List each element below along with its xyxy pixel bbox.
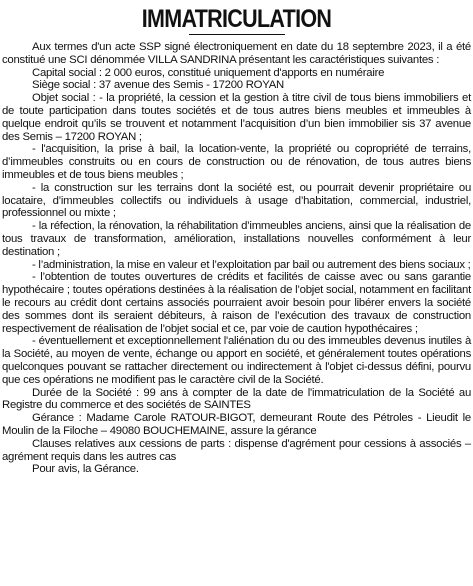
paragraph-capital: Capital social : 2 000 euros, constitué uniquement d'apports en numéraire xyxy=(32,66,385,79)
paragraph-purpose-construction: - la construction sur les terrains dont la société est, ou pourrait devenir propriétaire ou locataire, d’immeubles collectifs ou individuels à usage d’habitation, commercial, industriel, professionnel ou mixte ; xyxy=(2,181,471,220)
paragraph-intro: Aux termes d'un acte SSP signé électroniquement en date du 18 septembre 2023, il a été constitué une SCI dénommée VILLA SANDRINA présentant les caractéristiques suivantes : xyxy=(2,41,471,66)
title-underline xyxy=(189,34,285,35)
legal-notice xyxy=(2,0,471,476)
paragraph-signature: Pour avis, la Gérance. xyxy=(32,463,139,476)
paragraph-share-transfer: Clauses relatives aux cessions de parts : dispense d'agrément pour cessions à associés – agrément requis dans les autres cas xyxy=(2,437,471,463)
notice-title: IMMATRICULATION xyxy=(141,5,332,33)
paragraph-purpose-alienation: - éventuellement et exceptionnellement l'aliénation du ou des immeubles devenus inutiles à la Société, au moyen de vente, échange ou apport en société, et généralement toutes opérations quelconques pouvant se rattacher directement ou indirectement à l'objet ci-dessus défini, pourvu que ces opérations ne modifient pas le caractère civil de la Société. xyxy=(2,335,471,386)
paragraph-duration: Durée de la Société : 99 ans à compter de la date de l'immatriculation de la Société au Registre du commerce et des sociétés de SAINTES xyxy=(2,386,471,412)
paragraph-purpose-credit: - l’obtention de toutes ouvertures de crédits et facilités de caisse avec ou sans garantie hypothécaire ; toutes opérations destinées à la réalisation de l’objet social, notamment en facilitant le recours au crédit dont certains associés pourraient avoir besoin pour libérer envers la société des sommes dont ils seraient débiteurs, à raison de l’exécution des travaux de construction respectivement de réalisation de l’objet social et ce, par voie de caution hypothécaires ; xyxy=(2,271,471,335)
paragraph-head-office: Siège social : 37 avenue des Semis - 17200 ROYAN xyxy=(32,79,284,92)
notice-body xyxy=(2,41,471,476)
paragraph-purpose-acquisition: - l'acquisition, la prise à bail, la location-vente, la propriété ou copropriété de terrains, d’immeubles construits ou en cours de construction ou de rénovation, de tous autres biens immeubles et de tous biens meubles ; xyxy=(2,143,471,181)
paragraph-purpose: Objet social : - la propriété, la cession et la gestion à titre civil de tous biens immobiliers et de toute participation dans toutes sociétés et de tous autres biens meubles et immeubles à quelque endroit qu’ils se trouvent et notamment l’acquisition d’un bien immobilier sis 37 avenue des Semis – 17200 ROYAN ; xyxy=(2,92,471,143)
paragraph-management: Gérance : Madame Carole RATOUR-BIGOT, demeurant Route des Pétroles - Lieudit le Moulin de la Filoche – 49080 BOUCHEMAINE, assure la gérance xyxy=(2,412,471,437)
paragraph-purpose-administration: - l’administration, la mise en valeur et l’exploitation par bail ou autrement des biens sociaux ; xyxy=(32,258,471,271)
paragraph-purpose-renovation: - la réfection, la rénovation, la réhabilitation d’immeubles anciens, ainsi que la réalisation de tous travaux de transformation, amélioration, installations nouvelles conformément à leur destination ; xyxy=(2,220,471,258)
